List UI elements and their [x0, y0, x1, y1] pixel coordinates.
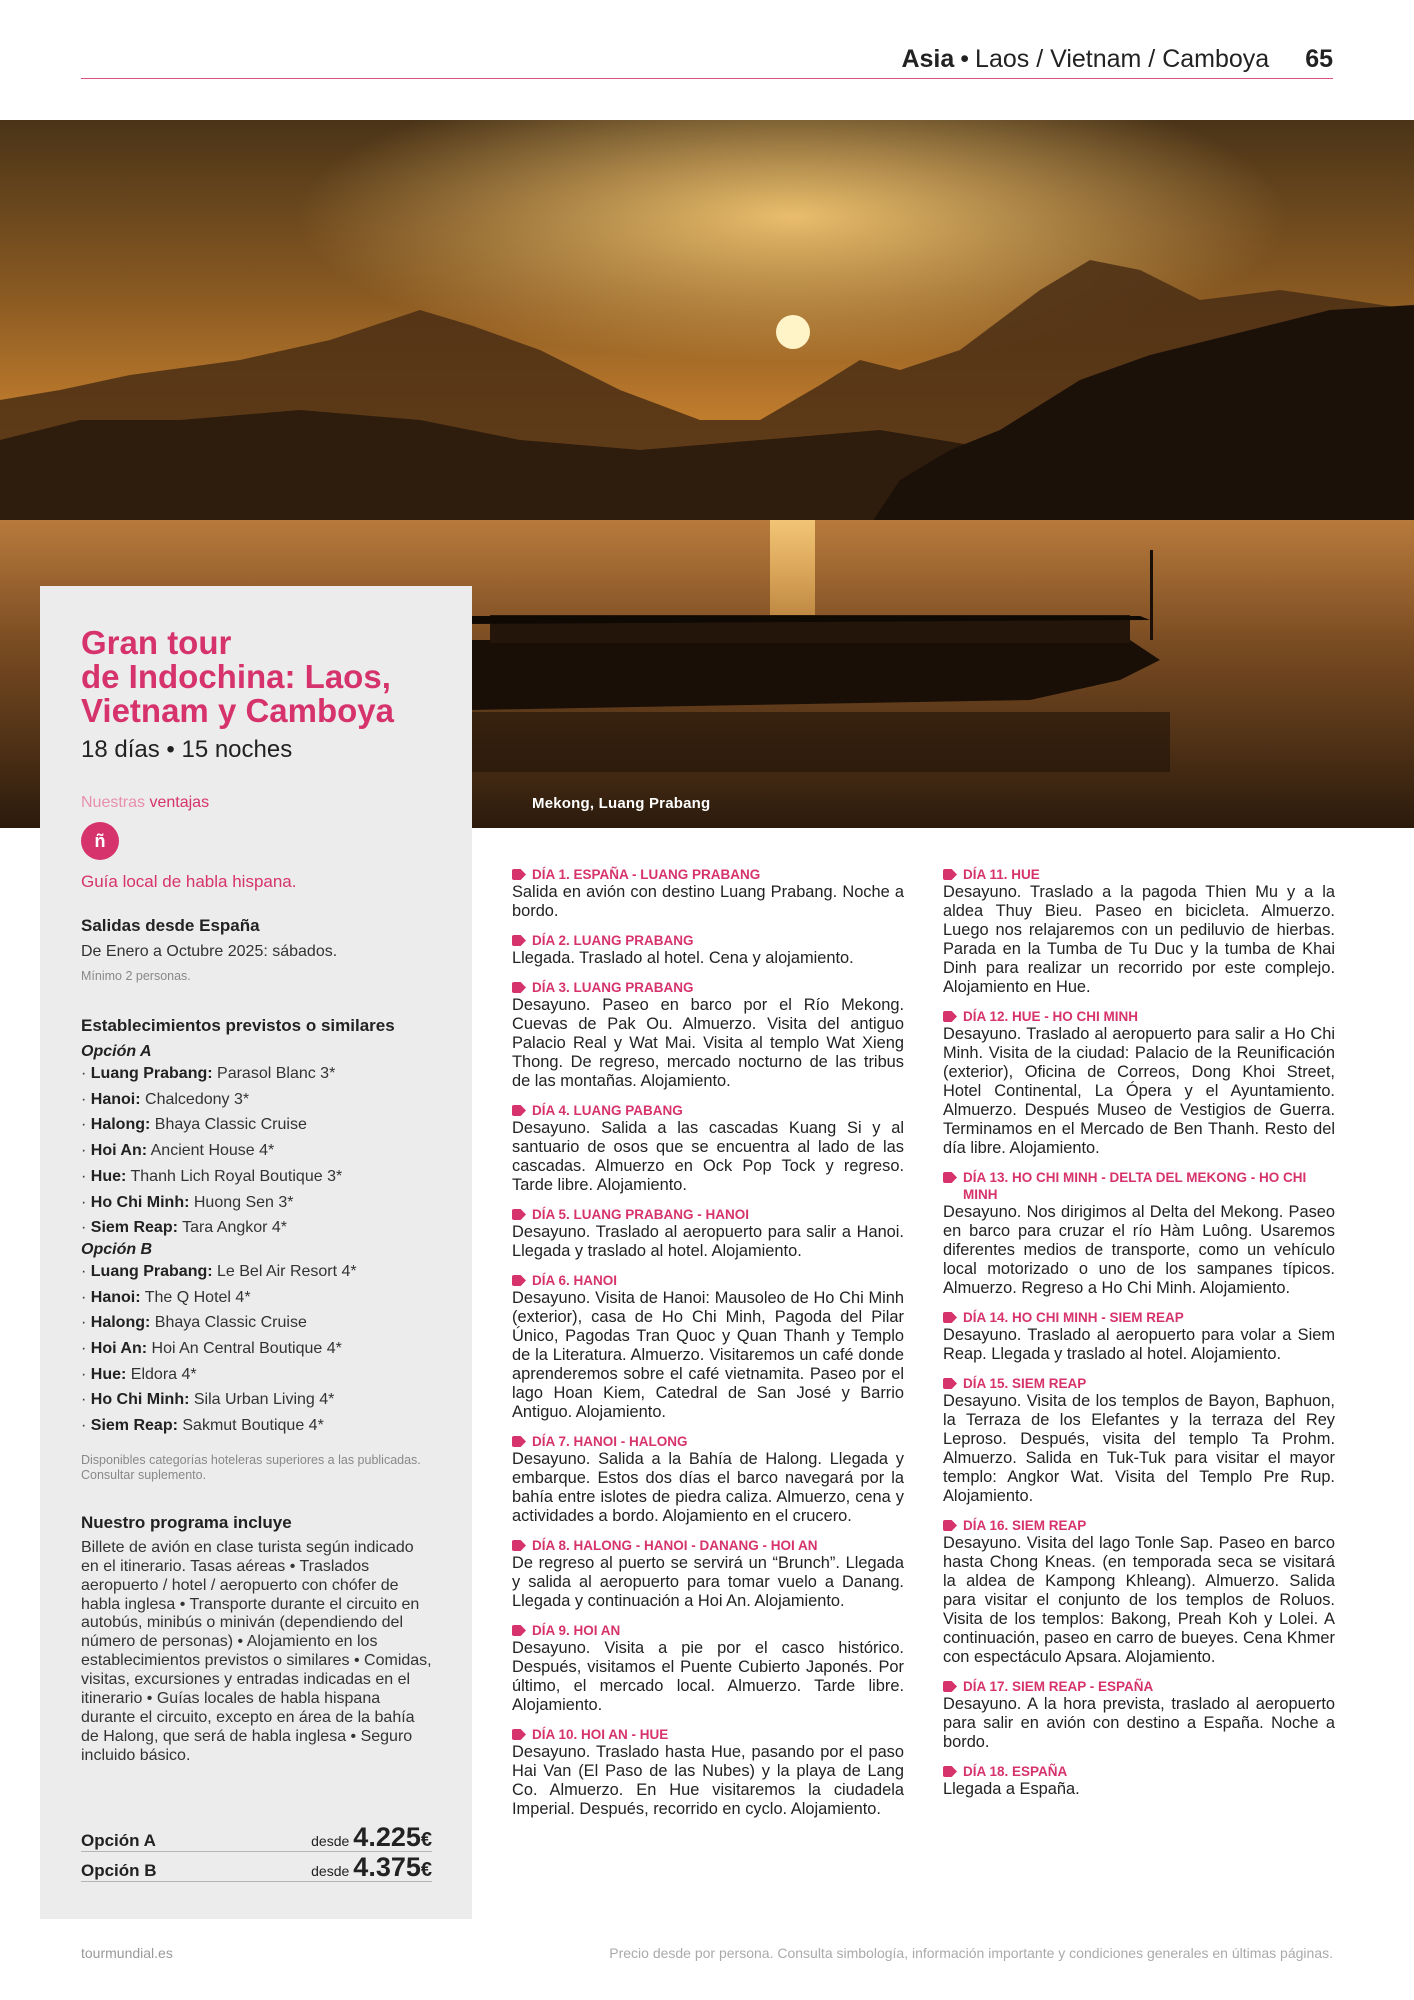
itinerary-day — [943, 1375, 1335, 1506]
hotels-heading: Establecimientos previstos o similares — [81, 1016, 395, 1035]
header-region: Asia — [901, 44, 955, 73]
day-text: Desayuno. Traslado hasta Hue, pasando por el paso Hai Van (El Paso de las Nubes) y la playa de Lang Co. Almuerzo. En Hue visitaremos la ciudadela Imperial. Después, recorrido en cyclo. Alojamiento. — [512, 1743, 904, 1818]
hero-caption: Mekong, Luang Prabang — [532, 795, 711, 812]
day-title — [943, 1763, 1335, 1780]
arrow-icon — [512, 1540, 526, 1551]
day-title — [512, 1102, 904, 1119]
day-title-text: DÍA 7. HANOI - HALONG — [532, 1434, 688, 1449]
arrow-icon — [943, 1312, 957, 1323]
day-text: De regreso al puerto se servirá un “Brunch”. Llegada y salida al aeropuerto para tomar vuelo a Danang. Llegada y continuación a Hoi An. Alojamiento. — [512, 1554, 904, 1610]
spanish-guide-icon — [81, 822, 119, 860]
program-text: Billete de avión en clase turista según indicado en el itinerario. Tasas aéreas • Traslados aeropuerto / hotel / aeropuerto con chófer de habla inglesa • Transporte durante el circuito en autobús, minibús o miniván (dependiendo del número de personas) • Alojamiento en los establecimientos previstos o similares • Comidas, visitas, excursiones y entradas indicadas en el itinerario • Guías locales de habla hispana durante el circuito, excepto en área de la bahía de Halong, que será de habla inglesa • Seguro incluido básico. — [81, 1538, 432, 1764]
trip-title-line: Vietnam y Camboya — [81, 692, 395, 729]
day-title — [512, 1272, 904, 1289]
arrow-icon — [943, 869, 957, 880]
itinerary-day — [512, 979, 904, 1091]
day-text: Desayuno. Traslado al aeropuerto para salir a Ho Chi Minh. Visita de la ciudad: Palacio de la Reunificación (exterior), Oficina de Correos, Dong Khoi Street, Hotel Continental, La Ópera y el Ayuntamiento. Almuerzo. Después Museo de Vestigios de Guerra. Terminamos en el Mercado de Ben Thanh. Resto del día libre. Alojamiento. — [943, 1025, 1335, 1157]
arrow-icon — [512, 1209, 526, 1220]
header-countries: Laos / Vietnam / Camboya — [975, 44, 1270, 73]
day-title-text: DÍA 9. HOI AN — [532, 1623, 621, 1638]
day-title — [512, 866, 904, 883]
day-title — [943, 1008, 1335, 1025]
day-text: Desayuno. Visita de Hanoi: Mausoleo de Ho Chi Minh (exterior), casa de Ho Chi Minh, Pagoda del Pilar Único, Pagodas Tran Quoc y Quan Thanh y Templo de la Literatura. Almuerzo. Visitaremos un café donde aprenderemos sobre el café vietnamita. Paseo por el lago Hoan Kiem, Catedral de San José y Barrio Antiguo. Alojamiento. — [512, 1289, 904, 1421]
departures-heading: Salidas desde España — [81, 916, 260, 935]
hotel-item: · Halong: Bhaya Classic Cruise — [81, 1314, 307, 1332]
day-title — [943, 1169, 1335, 1203]
day-title — [512, 1206, 904, 1223]
itinerary-day — [512, 1726, 904, 1819]
day-title — [512, 979, 904, 996]
hotel-item: · Hanoi: Chalcedony 3* — [81, 1090, 250, 1108]
option-b-label: Opción B — [81, 1240, 153, 1258]
footer-site: tourmundial.es — [81, 1945, 173, 1961]
itinerary-day — [512, 932, 904, 968]
program-heading: Nuestro programa incluye — [81, 1512, 292, 1532]
itinerary-column-1 — [512, 866, 904, 1830]
hotel-item: · Ho Chi Minh: Huong Sen 3* — [81, 1193, 294, 1211]
arrow-icon — [512, 1275, 526, 1286]
option-a-label: Opción A — [81, 1043, 152, 1060]
arrow-icon — [512, 1729, 526, 1740]
day-title-text: DÍA 14. HO CHI MINH - SIEM REAP — [963, 1310, 1184, 1325]
day-text: Desayuno. Traslado al aeropuerto para salir a Hanoi. Llegada y traslado al hotel. Alojamiento. — [512, 1223, 904, 1260]
day-title — [512, 932, 904, 949]
day-text: Desayuno. Paseo en barco por el Río Mekong. Cuevas de Pak Ou. Almuerzo. Visita del antiguo Palacio Real y Wat Mai. Visita al templo Wat Xieng Thong. De regreso, mercado nocturno de las tribus de las montañas. Alojamiento. — [512, 996, 904, 1090]
itinerary-day — [512, 1433, 904, 1526]
day-title-text: DÍA 11. HUE — [963, 867, 1040, 882]
day-text: Desayuno. Salida a las cascadas Kuang Si y al santuario de osos que se encuentra al lado de las cascadas. Almuerzo en Ock Pop Tock y regreso. Tarde libre. Alojamiento. — [512, 1119, 904, 1194]
itinerary-day — [512, 1102, 904, 1195]
day-text: Llegada a España. — [943, 1780, 1080, 1798]
day-title-text: DÍA 2. LUANG PRABANG — [532, 933, 694, 948]
day-title — [943, 1678, 1335, 1695]
day-title — [943, 866, 1335, 883]
arrow-icon — [943, 1172, 957, 1183]
itinerary-day — [943, 1008, 1335, 1158]
arrow-icon — [512, 1625, 526, 1636]
arrow-icon — [943, 1520, 957, 1531]
day-title — [512, 1537, 904, 1554]
day-text: Desayuno. Visita del lago Tonle Sap. Paseo en barco hasta Chong Kneas. (en temporada seca se visitará la aldea de Kampong Khleang). Almuerzo. Salida para visitar el conjunto de los templos de Roluos. Visita de los templos: Bakong, Preah Koh y Lolei. A continuación, paseo en carro de bueyes. Cena Khmer con espectáculo Apsara. Alojamiento. — [943, 1534, 1335, 1666]
day-title-text: DÍA 15. SIEM REAP — [963, 1376, 1087, 1391]
arrow-icon — [512, 935, 526, 946]
day-title-text: DÍA 5. LUANG PRABANG - HANOI — [532, 1207, 750, 1222]
arrow-icon — [943, 1378, 957, 1389]
day-text: Desayuno. Traslado a la pagoda Thien Mu y a la aldea Thuy Bieu. Paseo en bicicleta. Almuerzo. Luego nos relajaremos con un pediluvio de hierbas. Parada en la Tumba de Tu Duc y la tumba de Khai Dinh para realizar un recorrido por este complejo. Alojamiento en Hue. — [943, 883, 1335, 996]
hotel-item: · Siem Reap: Sakmut Boutique 4* — [81, 1417, 324, 1435]
page-header — [81, 40, 1333, 79]
page-number: 65 — [1305, 44, 1333, 73]
hotels-note: Disponibles categorías hoteleras superiores a las publicadas. Consultar suplemento. — [81, 1452, 421, 1482]
arrow-icon — [943, 1681, 957, 1692]
advantages-prefix: Nuestras — [81, 794, 146, 811]
price-row — [81, 1822, 432, 1852]
day-title-text: DÍA 12. HUE - HO CHI MINH — [963, 1009, 1139, 1024]
day-title-text: DÍA 3. LUANG PRABANG — [532, 980, 694, 995]
price-option: Opción B — [81, 1861, 157, 1880]
itinerary-day — [943, 1169, 1335, 1298]
day-title-text: DÍA 17. SIEM REAP - ESPAÑA — [963, 1679, 1154, 1694]
day-title-text: DÍA 8. HALONG - HANOI - DANANG - HOI AN — [532, 1538, 818, 1553]
itinerary-day — [943, 1309, 1335, 1364]
departures-text: De Enero a Octubre 2025: sábados. — [81, 943, 338, 960]
trip-duration: 18 días • 15 noches — [81, 736, 293, 763]
hotel-item: · Hue: Thanh Lich Royal Boutique 3* — [81, 1167, 343, 1185]
spanish-guide-icon-glyph: ñ — [94, 830, 106, 851]
option-a-hotel-list — [81, 1061, 432, 1241]
itinerary-day — [943, 866, 1335, 997]
itinerary-day — [512, 1272, 904, 1422]
day-title — [512, 1726, 904, 1743]
arrow-icon — [943, 1766, 957, 1777]
day-text: Desayuno. Visita a pie por el casco histórico. Después, visitamos el Puente Cubierto Japonés. Por último, el mercado local. Almuerzo. Tarde libre. Alojamiento. — [512, 1639, 904, 1714]
day-title-text: DÍA 4. LUANG PABANG — [532, 1103, 683, 1118]
itinerary-day — [943, 1678, 1335, 1752]
itinerary-day — [512, 866, 904, 921]
arrow-icon — [512, 982, 526, 993]
day-text: Desayuno. A la hora prevista, traslado al aeropuerto para salir en avión con destino a España. Noche a bordo. — [943, 1695, 1335, 1751]
day-title — [512, 1622, 904, 1639]
price-value: desde 4.375 € — [311, 1852, 432, 1882]
day-text: Desayuno. Salida a la Bahía de Halong. Llegada y embarque. Estos dos días el barco navegará por la bahía entre islotes de piedra caliza. Almuerzo, cena y actividades a bordo. Alojamiento en el crucero. — [512, 1450, 904, 1525]
advantage-text: Guía local de habla hispana. — [81, 872, 297, 891]
arrow-icon — [512, 1105, 526, 1116]
day-title-text: DÍA 18. ESPAÑA — [963, 1764, 1068, 1779]
day-title — [943, 1517, 1335, 1534]
day-text: Desayuno. Visita de los templos de Bayon, Baphuon, la Terraza de los Elefantes y la terraza del Rey Leproso. Después, visita del templo Ta Prohm. Almuerzo. Salida en Tuk-Tuk para visitar el mayor templo: Angkor Wat. Visita del Templo Pre Rup. Alojamiento. — [943, 1392, 1335, 1505]
day-title — [943, 1309, 1335, 1326]
minimum-people: Mínimo 2 personas. — [81, 969, 191, 983]
hotel-item: · Siem Reap: Tara Angkor 4* — [81, 1219, 288, 1237]
hotel-item: · Halong: Bhaya Classic Cruise — [81, 1116, 307, 1134]
trip-title — [81, 626, 432, 728]
day-text: Salida en avión con destino Luang Prabang. Noche a bordo. — [512, 883, 904, 920]
day-title-text: DÍA 16. SIEM REAP — [963, 1518, 1087, 1533]
advantages-label — [81, 794, 432, 812]
footer-note: Precio desde por persona. Consulta simbología, información importante y condiciones generales en últimas páginas. — [609, 1945, 1333, 1961]
itinerary-column-2 — [943, 866, 1335, 1810]
hotel-item: · Luang Prabang: Le Bel Air Resort 4* — [81, 1262, 357, 1280]
advantages-word: ventajas — [149, 794, 210, 811]
hotel-item: · Luang Prabang: Parasol Blanc 3* — [81, 1065, 336, 1082]
arrow-icon — [512, 869, 526, 880]
day-text: Desayuno. Nos dirigimos al Delta del Mekong. Paseo en barco para cruzar el río Hàm Luông. Usaremos diferentes medios de transporte, como un vehículo local motorizado o uno de los sampanes típicos. Almuerzo. Regreso a Ho Chi Minh. Alojamiento. — [943, 1203, 1335, 1297]
day-title — [943, 1375, 1335, 1392]
itinerary-day — [512, 1622, 904, 1715]
day-text: Desayuno. Traslado al aeropuerto para volar a Siem Reap. Llegada y traslado al hotel. Alojamiento. — [943, 1326, 1335, 1363]
hotel-item: · Hanoi: The Q Hotel 4* — [81, 1288, 251, 1306]
itinerary-day — [943, 1517, 1335, 1667]
header-separator: • — [960, 44, 970, 73]
hotel-item: · Hue: Eldora 4* — [81, 1365, 197, 1383]
hotel-item: · Hoi An: Ancient House 4* — [81, 1142, 275, 1160]
day-text: Llegada. Traslado al hotel. Cena y alojamiento. — [512, 949, 854, 967]
hotel-item: · Ho Chi Minh: Sila Urban Living 4* — [81, 1391, 335, 1409]
itinerary-day — [512, 1206, 904, 1261]
trip-title-line: Gran tour — [81, 624, 232, 661]
day-title-text: DÍA 13. HO CHI MINH - DELTA DEL MEKONG - HO CHI MINH — [963, 1170, 1307, 1202]
itinerary-day — [943, 1763, 1335, 1799]
arrow-icon — [512, 1436, 526, 1447]
day-title-text: DÍA 10. HOI AN - HUE — [532, 1727, 669, 1742]
day-title — [512, 1433, 904, 1450]
day-title-text: DÍA 1. ESPAÑA - LUANG PRABANG — [532, 867, 761, 882]
hotel-item: · Hoi An: Hoi An Central Boutique 4* — [81, 1340, 342, 1358]
trip-title-line: de Indochina: Laos, — [81, 658, 391, 695]
price-row — [81, 1852, 432, 1882]
arrow-icon — [943, 1011, 957, 1022]
price-value: desde 4.225 € — [311, 1822, 432, 1852]
itinerary-day — [512, 1537, 904, 1611]
option-b-hotel-list — [81, 1259, 432, 1439]
day-title-text: DÍA 6. HANOI — [532, 1273, 618, 1288]
trip-summary-panel — [40, 586, 472, 1919]
price-table — [81, 1822, 432, 1882]
price-option: Opción A — [81, 1831, 156, 1850]
